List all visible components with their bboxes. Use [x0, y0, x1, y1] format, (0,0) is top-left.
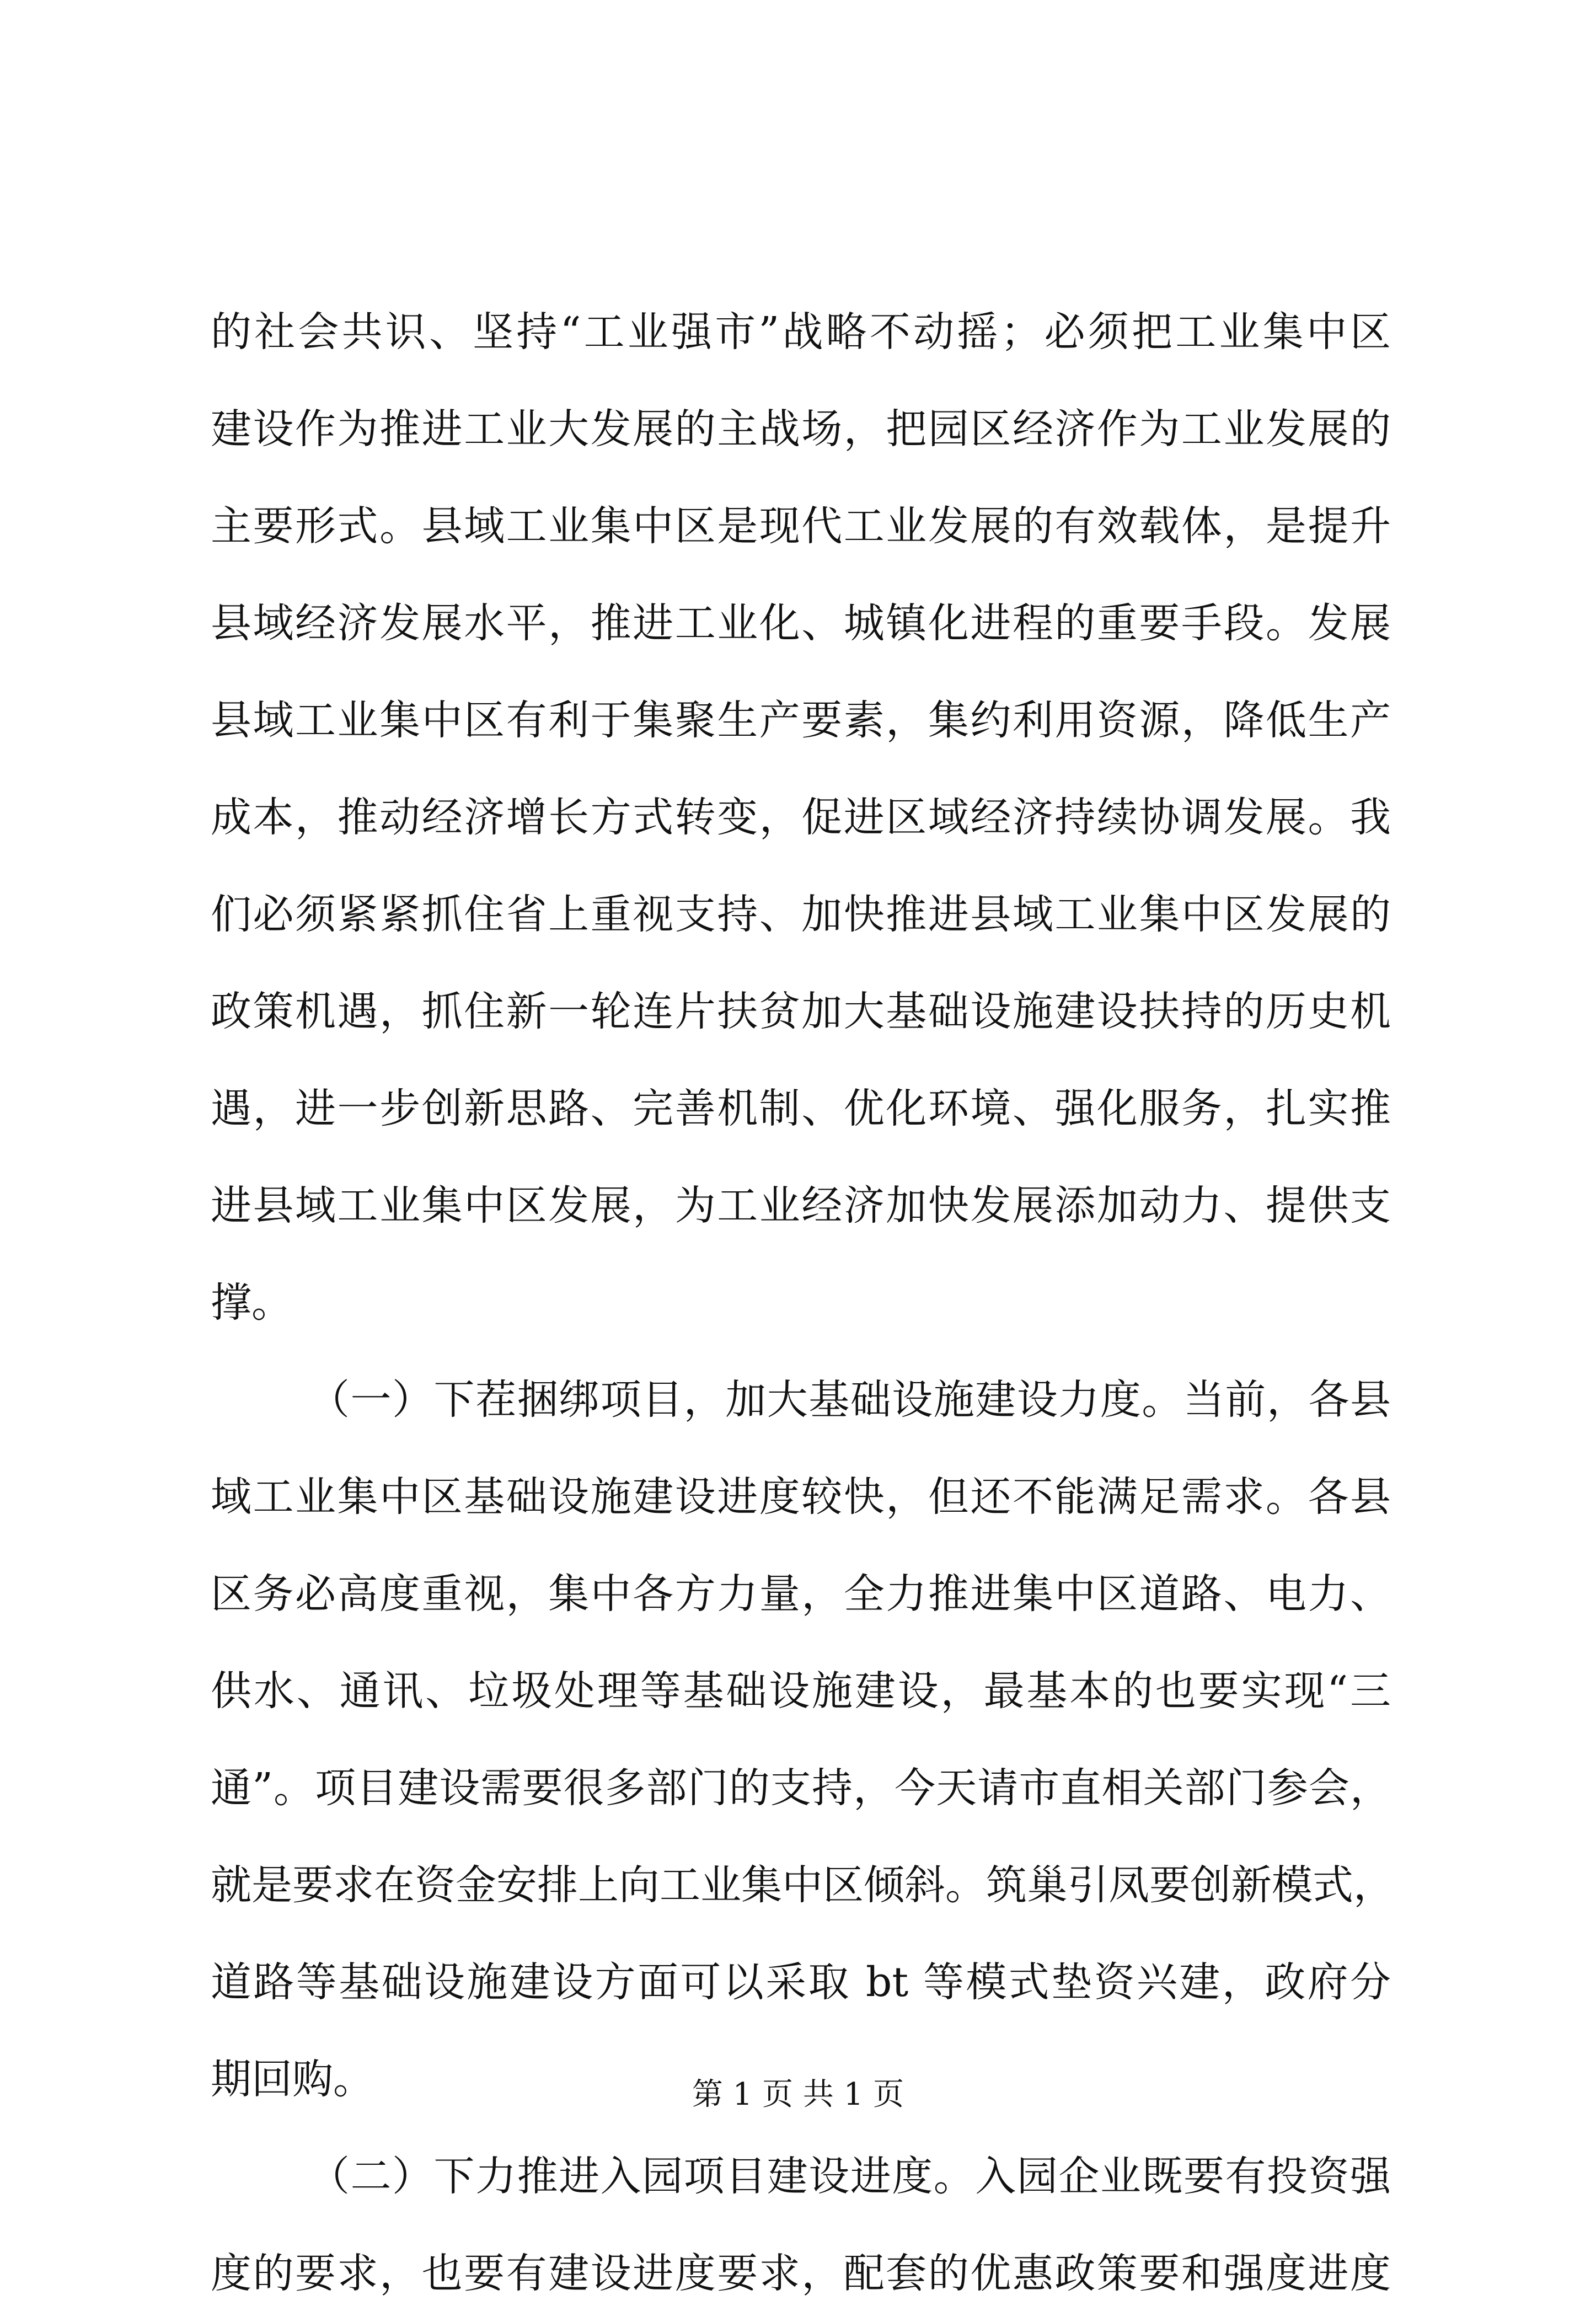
- text-line: 通”。项目建设需要很多部门的支持，今天请市直相关部门参会，: [211, 1764, 1391, 1812]
- document-body: [211, 283, 1394, 2322]
- text-line: 区务必高度重视，集中各方力量，全力推进集中区道路、电力、: [211, 1570, 1391, 1618]
- text-line: 域工业集中区基础设施建设进度较快，但还不能满足需求。各县: [211, 1473, 1391, 1521]
- text-line: 道路等基础设施建设方面可以采取 bt 等模式垫资兴建，政府分: [211, 1959, 1391, 2006]
- text-line: 们必须紧紧抓住省上重视支持、加快推进县域工业集中区发展的: [211, 891, 1391, 938]
- text-line: 政策机遇，抓住新一轮连片扶贫加大基础设施建设扶持的历史机: [211, 988, 1391, 1035]
- text-line: （一）下茬捆绑项目，加大基础设施建设力度。当前，各县: [309, 1376, 1391, 1424]
- text-line: 的社会共识、坚持“工业强市”战略不动摇；必须把工业集中区: [211, 308, 1391, 356]
- text-line: 成本，推动经济增长方式转变，促进区域经济持续协调发展。我: [211, 794, 1391, 841]
- text-line: 度的要求，也要有建设进度要求，配套的优惠政策要和强度进度: [211, 2250, 1391, 2297]
- text-line: 期回购。: [211, 2056, 374, 2103]
- text-line: 主要形式。县域工业集中区是现代工业发展的有效载体，是提升: [211, 502, 1391, 550]
- text-line: 就是要求在资金安排上向工业集中区倾斜。筑巢引凤要创新模式，: [211, 1861, 1394, 1909]
- page-footer: 第 1 页 共 1 页: [692, 2077, 904, 2112]
- text-line: 供水、通讯、垃圾处理等基础设施建设，最基本的也要实现“三: [211, 1667, 1391, 1715]
- text-line: 县域工业集中区有利于集聚生产要素，集约利用资源，降低生产: [211, 697, 1391, 744]
- text-line: 进县域工业集中区发展，为工业经济加快发展添加动力、提供支: [211, 1182, 1391, 1229]
- text-line: 遇，进一步创新思路、完善机制、优化环境、强化服务，扎实推: [211, 1085, 1391, 1132]
- text-line: 撑。: [211, 1279, 292, 1326]
- text-line: 县域经济发展水平，推进工业化、城镇化进程的重要手段。发展: [211, 600, 1391, 647]
- text-line: （二）下力推进入园项目建设进度。入园企业既要有投资强: [309, 2153, 1391, 2200]
- text-line: 建设作为推进工业大发展的主战场，把园区经济作为工业发展的: [211, 405, 1391, 453]
